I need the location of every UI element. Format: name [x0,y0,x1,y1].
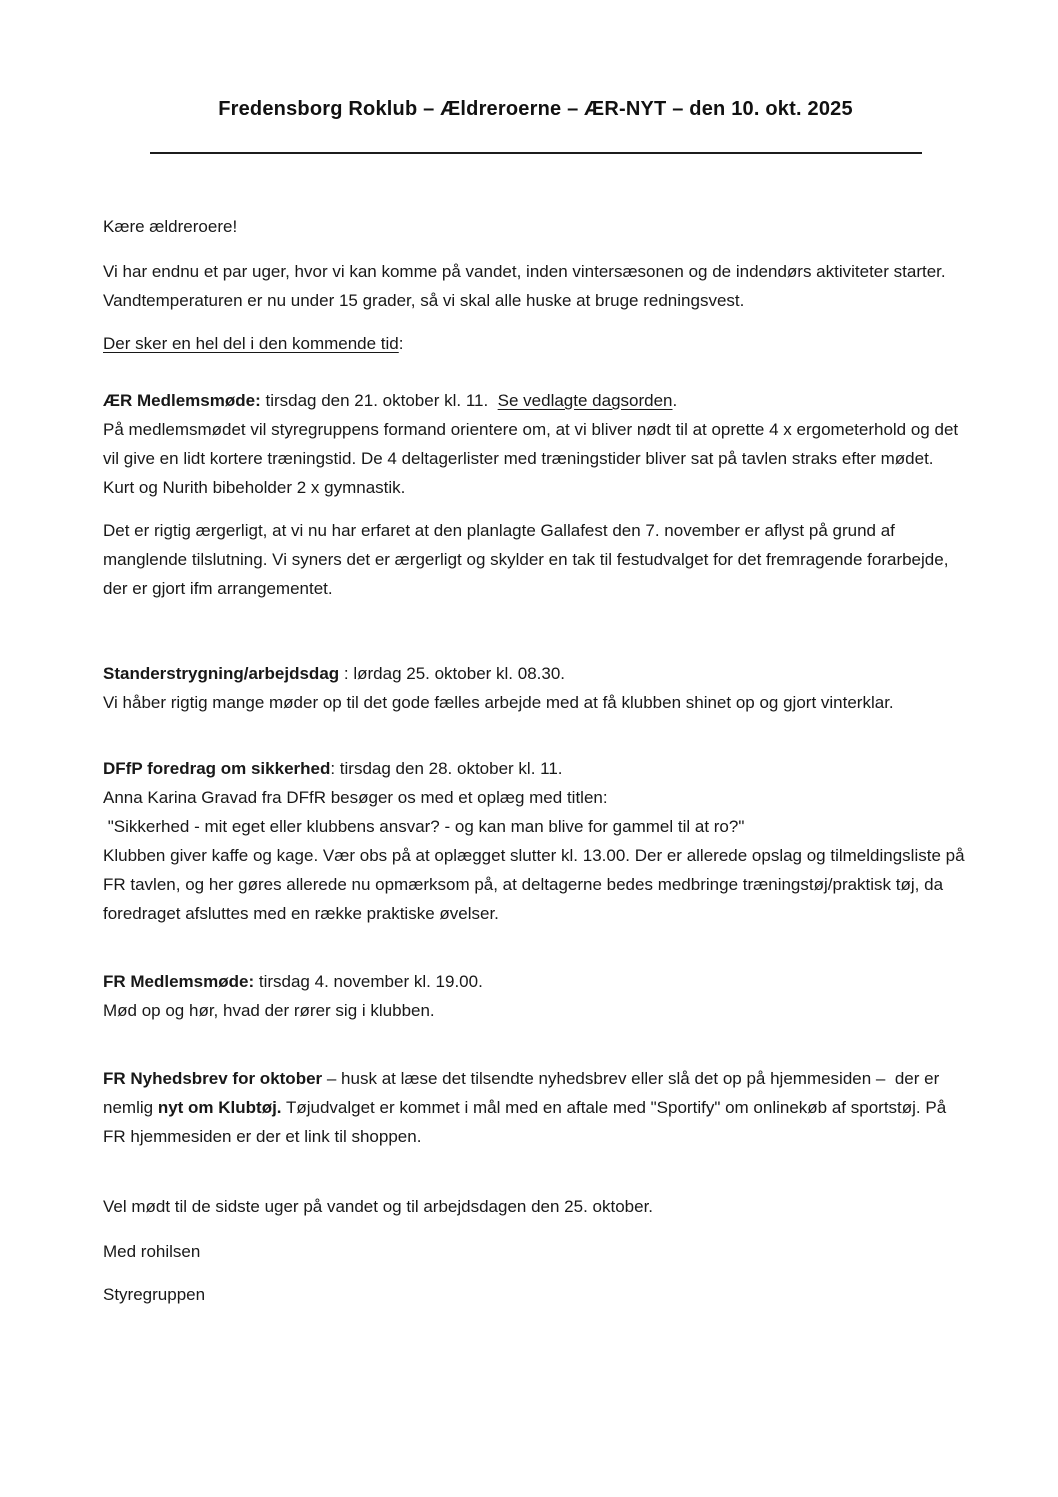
section-nyhedsbrev [103,1064,968,1151]
section-fr-medlemsmoede [103,967,968,1025]
nyhedsbrev-text2: Tøjudvalget er kommet i mål med en aftale med "Sportify" om onlinekøb af sportstøj. På FR hjemmesiden er der et link til shoppen. [103,1098,951,1146]
attachment-link-text: Se vedlagte dagsorden [497,391,673,410]
section-body: Mød op og hør, hvad der rører sig i klubben. [103,1001,435,1020]
section-body: På medlemsmødet vil styregruppens formand orientere om, at vi bliver nødt til at oprette 4 x ergometerhold og det vil give en lidt kortere træningstid. De 4 deltagerlister med træningstider bliver sat på tavlen straks efter mødet. Kurt og Nurith bibeholder 2 x gymnastik. [103,420,963,497]
greeting: Kære ældreroere! [103,217,238,236]
section-heading-line [103,386,968,415]
section-label: ÆR Medlemsmøde: [103,391,261,410]
section-when: tirsdag den 21. oktober kl. 11. [260,391,498,410]
section-when: : tirsdag den 28. oktober kl. 11. [330,759,563,778]
signature: Styregruppen [103,1285,206,1304]
gallafest-paragraph: Det er rigtig ærgerligt, at vi nu har erfaret at den planlagte Gallafest den 7. november er aflyst på grund af manglende tilslutning. Vi syners det er ærgerligt og skylder en tak til festudvalget for det fremragende forarbejde, der er gjort ifm arrangementet. [103,521,954,598]
intro-paragraph: Vi har endnu et par uger, hvor vi kan komme på vandet, inden vintersæsonen og de indendørs aktiviteter starter. Vandtemperaturen er nu under 15 grader, så vi skal alle huske at bruge redningsvest. [103,262,956,310]
nyhedsbrev-bold-highlight: nyt om Klubtøj. [157,1098,282,1117]
section-aer-medlemsmoede [103,386,968,502]
speaker-line: Anna Karina Gravad fra DFfR besøger os med et oplæg med titlen: [103,788,608,807]
closing-paragraph: Vel mødt til de sidste uger på vandet og til arbejdsdagen den 25. oktober. [103,1197,654,1216]
section-heading-line [103,967,968,996]
section-label: FR Nyhedsbrev for oktober [103,1069,323,1088]
section-dffp-foredrag [103,754,968,928]
agenda-heading [103,329,968,358]
agenda-heading-colon: : [398,334,404,353]
section-standerstrygning [103,659,968,717]
agenda-heading-text: Der sker en hel del i den kommende tid [103,334,399,353]
section-label: Standerstrygning/arbejdsdag [103,664,340,683]
document-title: Fredensborg Roklub – Ældreroerne – ÆR-NYT – den 10. okt. 2025 [218,98,853,120]
after-link-period: . [672,391,678,410]
section-when: : lørdag 25. oktober kl. 08.30. [339,664,566,683]
talk-title-line: "Sikkerhed - mit eget eller klubbens ansvar? - og kan man blive for gammel til at ro?" [103,817,745,836]
section-heading-line [103,659,968,688]
section-heading-line [103,754,968,783]
section-label: DFfP foredrag om sikkerhed [103,759,331,778]
header-rule [150,152,922,154]
section-body: Klubben giver kaffe og kage. Vær obs på at oplægget slutter kl. 13.00. Der er allerede opslag og tilmeldingsliste på FR tavlen, og her gøres allerede nu opmærksom på, at deltagerne bedes medbringe træningstøj/praktisk tøj, da foredraget afsluttes med en række praktiske øvelser. [103,846,970,923]
section-body: Vi håber rigtig mange møder op til det gode fælles arbejde med at få klubben shinet op og gjort vinterklar. [103,693,894,712]
section-label: FR Medlemsmøde: [103,972,255,991]
nyhedsbrev-text1: – husk at læse det tilsendte nyhedsbrev eller slå det op på hjemmesiden – der er nemlig [103,1069,944,1117]
signoff: Med rohilsen [103,1242,201,1261]
section-when: tirsdag 4. november kl. 19.00. [254,972,483,991]
